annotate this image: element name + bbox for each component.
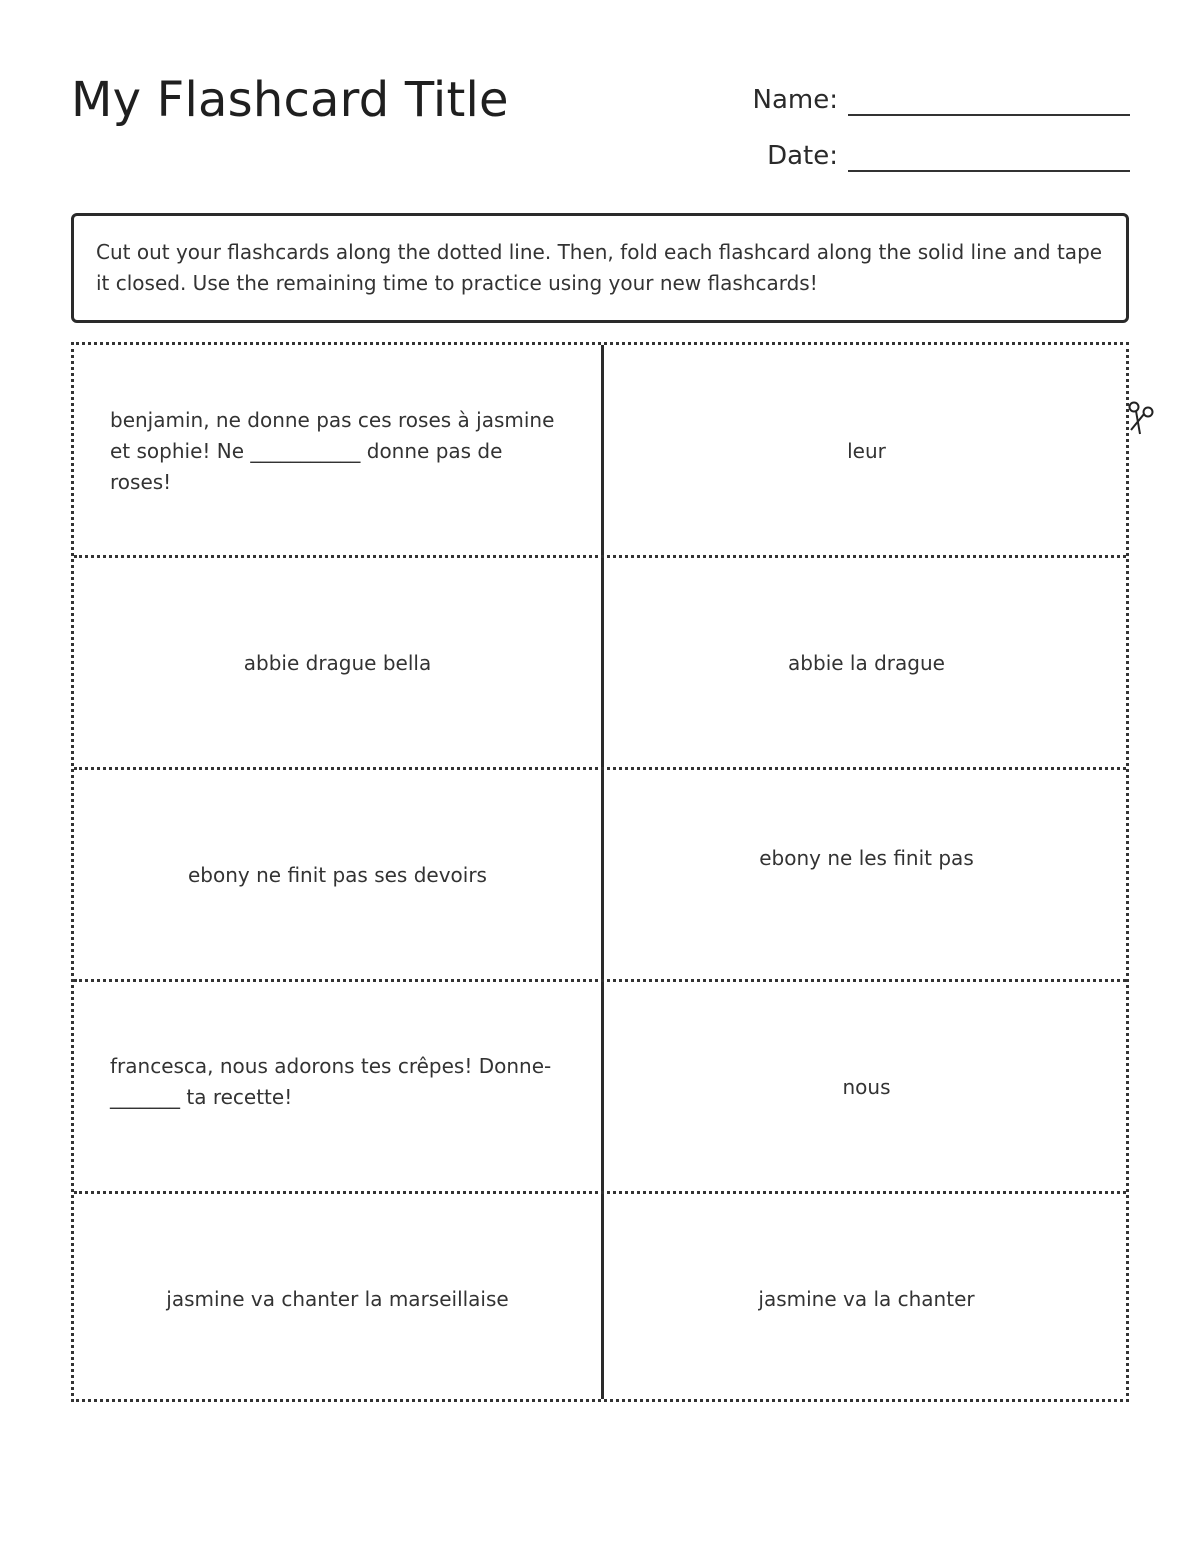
scissors-icon: [1126, 400, 1156, 436]
name-blank-line[interactable]: [848, 80, 1130, 116]
flashcard-back: [604, 981, 1129, 1193]
flashcard-back-text: leur: [847, 438, 886, 463]
date-label: Date:: [767, 141, 838, 171]
flashcard-row: [74, 1193, 1126, 1405]
flashcard-grid: [71, 342, 1129, 1402]
flashcard-front-text: ebony ne finit pas ses devoirs: [188, 862, 487, 887]
flashcard-front-text: francesca, nous adorons tes crêpes! Donne-_______ ta recette!: [110, 1054, 552, 1109]
flashcard-row: [74, 769, 1126, 981]
flashcard-front: [74, 981, 601, 1193]
name-field: [718, 80, 1130, 116]
flashcard-row: [74, 981, 1126, 1193]
page-title: My Flashcard Title: [71, 72, 509, 128]
flashcard-row: [74, 557, 1126, 769]
flashcard-front-text: abbie drague bella: [243, 650, 432, 675]
date-blank-line[interactable]: [848, 136, 1130, 172]
flashcard-front: [74, 557, 601, 769]
flashcard-back-text: ebony ne les finit pas: [759, 845, 974, 870]
flashcard-front-text: benjamin, ne donne pas ces roses à jasmine et sophie! Ne ___________ donne pas de roses!: [110, 407, 555, 494]
flashcard-front-text: jasmine va chanter la marseillaise: [166, 1286, 509, 1311]
flashcard-back: [604, 557, 1129, 769]
name-label: Name:: [752, 85, 838, 115]
flashcard-back: [604, 769, 1129, 981]
instructions-text: Cut out your flashcards along the dotted line. Then, fold each flashcard along the solid line and tape it closed. Use the remaining time to practice using your new flashcards!: [96, 240, 1103, 295]
date-field: [718, 136, 1130, 172]
flashcard-row: [74, 345, 1126, 557]
flashcard-back-text: jasmine va la chanter: [758, 1286, 975, 1311]
flashcard-back-text: nous: [842, 1074, 891, 1099]
flashcard-front: [74, 1193, 601, 1405]
instructions-box: [71, 213, 1129, 323]
flashcard-back: [604, 1193, 1129, 1405]
flashcard-back: [604, 345, 1129, 557]
flashcard-back-text: abbie la drague: [788, 650, 945, 675]
flashcard-front: [74, 769, 601, 981]
flashcard-front: [74, 345, 601, 557]
